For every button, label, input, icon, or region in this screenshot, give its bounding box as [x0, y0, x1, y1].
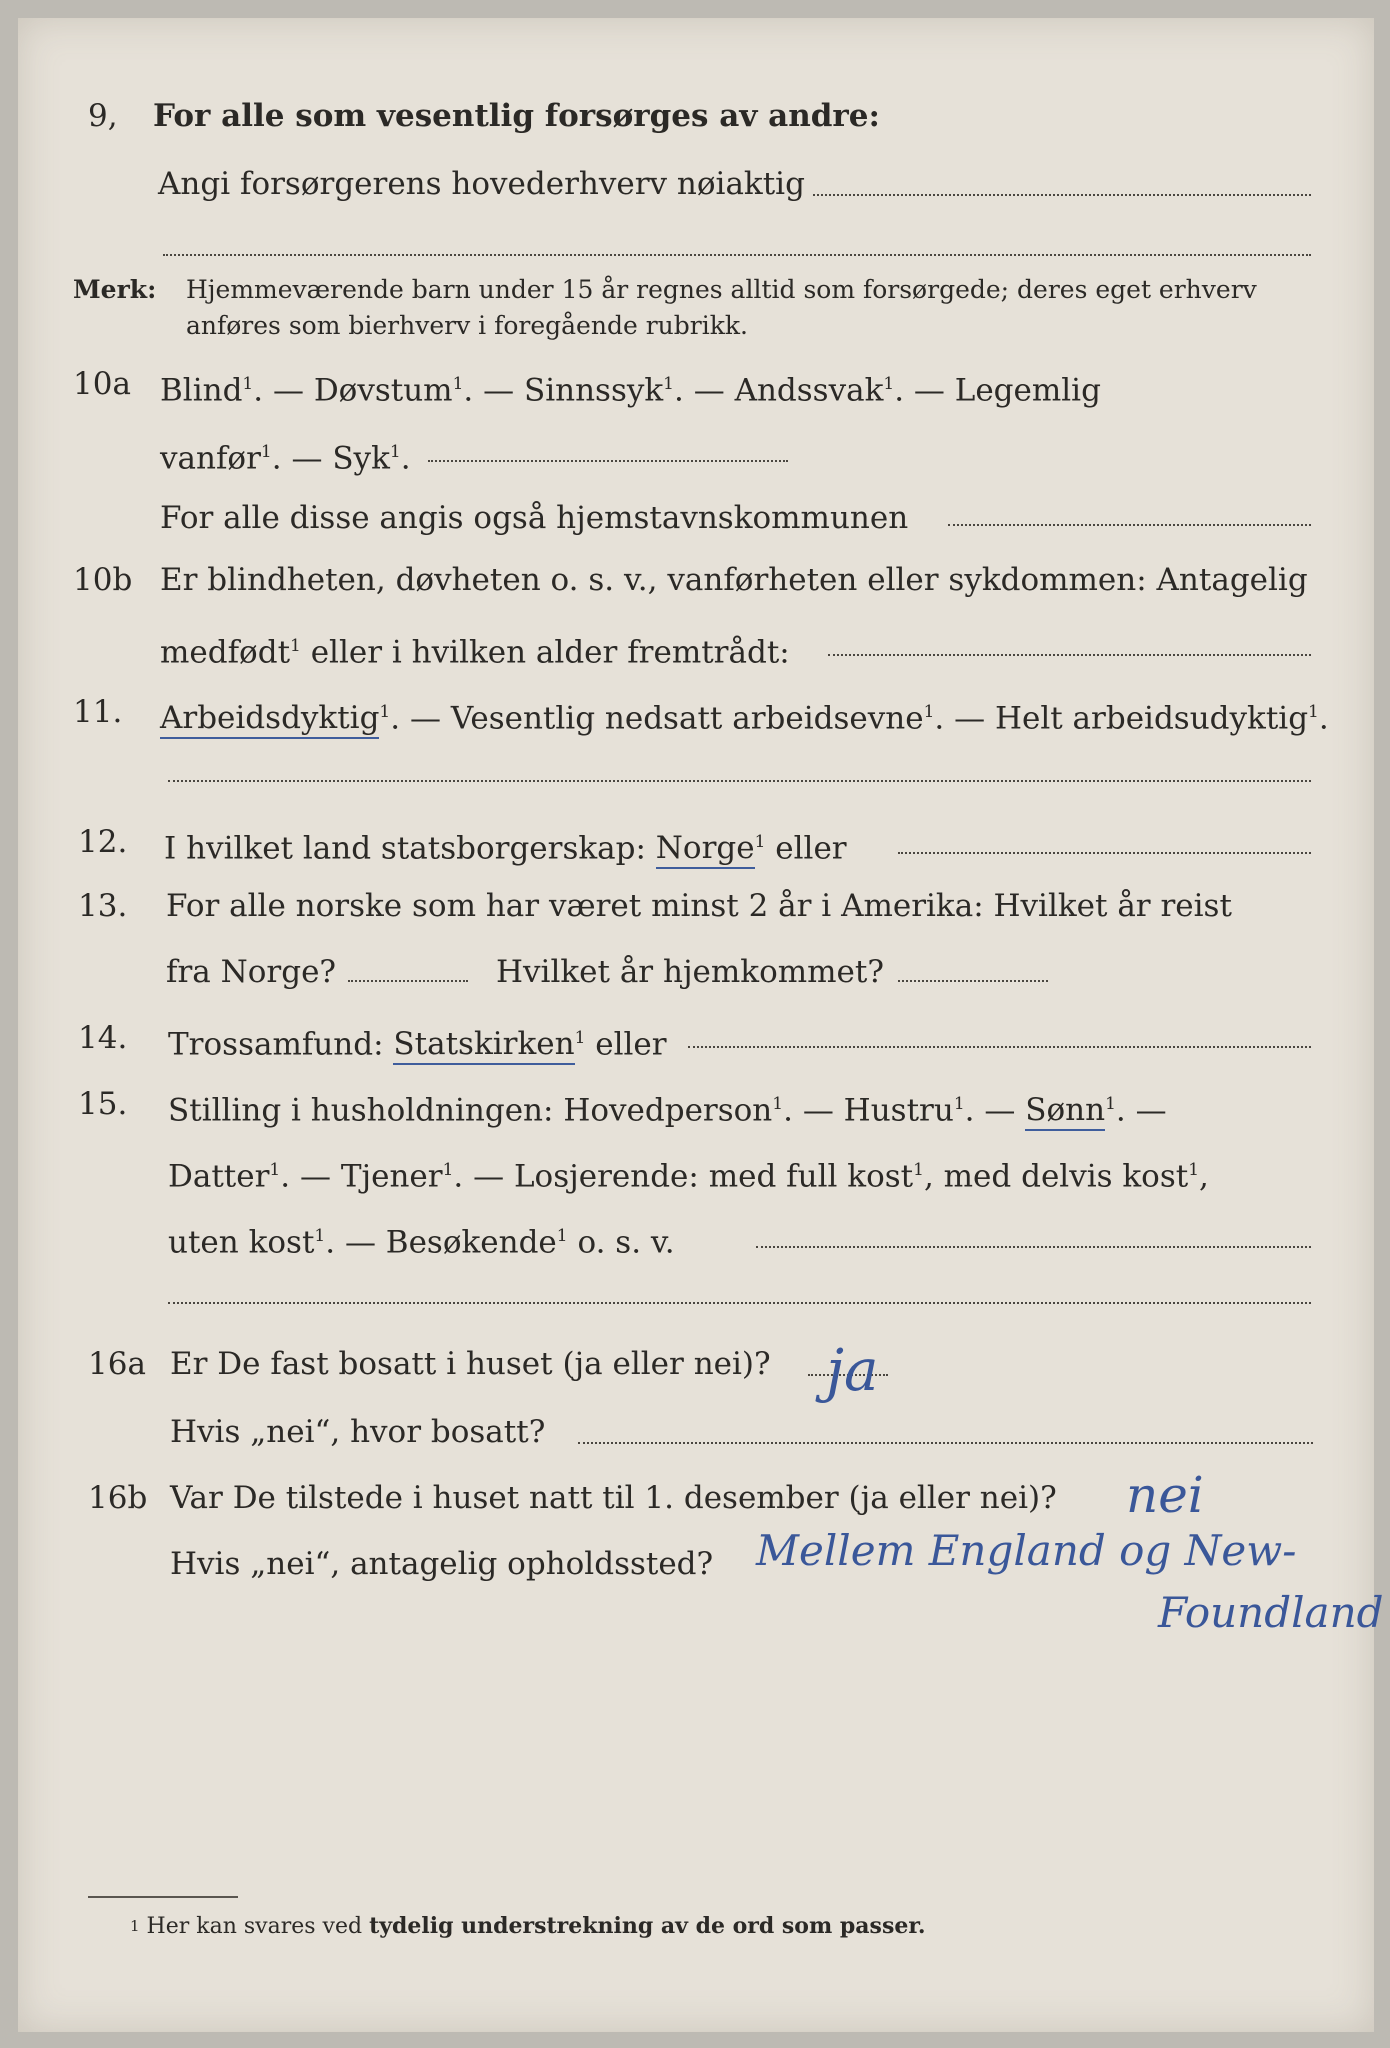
q16b-line2: Hvis „nei“, antagelig opholdssted? [170, 1546, 714, 1582]
q13-line2b: Hvilket år hjemkommet? [496, 954, 884, 990]
q13-dots-2 [898, 980, 1048, 982]
q10a-number: 10a [73, 366, 131, 402]
q16a-dots-2 [578, 1442, 1313, 1444]
q9-answer-dots [813, 194, 1311, 196]
q10a-sinnssyk: Sinnssyk [523, 372, 664, 409]
q10a-line3: For alle disse angis også hjemstavnskommunen [160, 500, 909, 536]
q16b-answer-nei: nei [1126, 1466, 1204, 1524]
q9-line2: Angi forsørgerens hovederhverv nøiaktig [158, 166, 805, 202]
q13-dots-1 [348, 980, 468, 982]
q16a-number: 16a [88, 1346, 146, 1382]
census-form-page [18, 18, 1384, 2032]
q13-number: 13. [78, 888, 128, 924]
q15-line1: Stilling i husholdningen: Hovedperson$^1$. — Hustru$^1$. — Sønn$^1$. — [168, 1084, 1167, 1130]
q10b-line1: Er blindheten, døvheten o. s. v., vanførheten eller sykdommen: Antagelig [160, 562, 1308, 598]
q10a-line2: vanfør$^1$. — Syk$^1$. [160, 440, 411, 477]
q15-dots-2 [168, 1302, 1311, 1304]
q11-dots [168, 780, 1311, 782]
q13-line1: For alle norske som har været minst 2 år i Amerika: Hvilket år reist [166, 888, 1232, 924]
q16b-number: 16b [88, 1480, 148, 1516]
q11-udyktig: Helt arbeidsudyktig [994, 700, 1309, 737]
q14-statskirken: Statskirken [393, 1026, 574, 1065]
merk-label: Merk: [73, 275, 157, 304]
q10a-dots-2 [948, 524, 1311, 526]
q11-line: Arbeidsdyktig$^1$. — Vesentlig nedsatt arbeidsevne$^1$. — Helt arbeidsudyktig$^1$. [160, 692, 1329, 738]
q15-dots-1 [756, 1246, 1311, 1248]
q10a-legemlig: Legemlig [954, 372, 1101, 409]
q12-dots [898, 852, 1311, 854]
q10b-dots [828, 654, 1311, 656]
merk-line2: anføres som bierhverv i foregående rubrikk. [186, 311, 748, 340]
q14-line: Trossamfund: Statskirken$^1$ eller [168, 1018, 667, 1064]
q10b-line2: medfødt$^1$ eller i hvilken alder fremtrådt: [160, 634, 790, 671]
q11-nedsatt: Vesentlig nedsatt arbeidsevne [450, 700, 924, 737]
q10a-syk: Syk [332, 440, 390, 477]
q11-number: 11. [73, 694, 123, 730]
q16b-answer-place-1: Mellem England og New- [756, 1526, 1297, 1575]
q16b-answer-place-2: Foundland [1158, 1588, 1384, 1637]
q10a-blind: Blind [160, 372, 243, 409]
merk-line1: Hjemmeværende barn under 15 år regnes alltid som forsørgede; deres eget erhverv [186, 275, 1257, 304]
q15-line3: uten kost$^1$. — Besøkende$^1$ o. s. v. [168, 1224, 675, 1261]
q16a-answer: ja [826, 1336, 879, 1404]
q12-line: I hvilket land statsborgerskap: Norge$^1$ eller [164, 822, 847, 868]
q15-number: 15. [78, 1086, 128, 1122]
q16a-line2: Hvis „nei“, hvor bosatt? [170, 1414, 546, 1450]
q10a-andssvak: Andssvak [734, 372, 884, 409]
q10b-number: 10b [73, 562, 133, 598]
q16b-line1: Var De tilstede i huset natt til 1. desember (ja eller nei)? [170, 1480, 1057, 1516]
q9-line1: For alle som vesentlig forsørges av andre: [153, 98, 880, 134]
q10a-vanfor: vanfør [160, 440, 261, 477]
q13-line2a: fra Norge? [166, 954, 337, 990]
q10a-line1: Blind$^1$. — Døvstum$^1$. — Sinnssyk$^1$. — Andssvak$^1$. — Legemlig [160, 372, 1101, 409]
footnote: $^1$ Her kan svares ved tydelig understrekning av de ord som passer. [130, 1913, 926, 1939]
q12-number: 12. [78, 824, 128, 860]
q16a-line1: Er De fast bosatt i huset (ja eller nei)? [170, 1346, 771, 1382]
q12-norge: Norge [656, 830, 755, 869]
q9-number: 9, [88, 98, 118, 134]
q15-line2: Datter$^1$. — Tjener$^1$. — Losjerende: med full kost$^1$, med delvis kost$^1$, [168, 1158, 1209, 1195]
q14-dots [688, 1046, 1311, 1048]
q10a-dots-1 [428, 460, 788, 462]
q11-arbeidsdyktig: Arbeidsdyktig [160, 700, 379, 739]
q15-sonn: Sønn [1025, 1092, 1105, 1131]
q10a-dovstum: Døvstum [313, 372, 453, 409]
footnote-rule [88, 1896, 238, 1898]
q14-number: 14. [78, 1020, 128, 1056]
q9-answer-dots-2 [163, 254, 1311, 256]
